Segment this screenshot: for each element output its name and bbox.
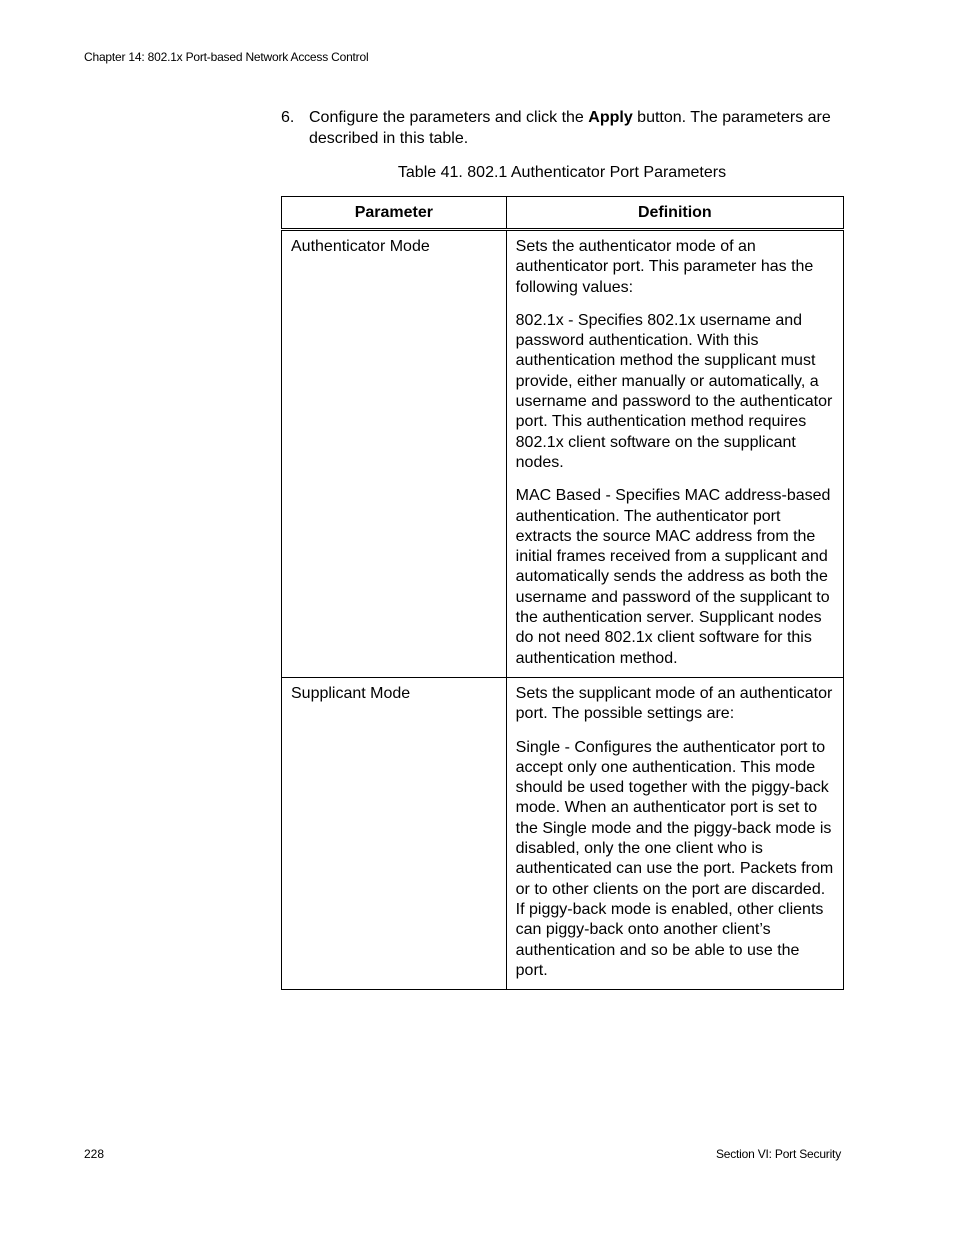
table-caption: Table 41. 802.1 Authenticator Port Parameters bbox=[397, 164, 727, 181]
cell-definition bbox=[506, 677, 843, 989]
definition-paragraph: Sets the authenticator mode of an authenticator port. This parameter has the following values: bbox=[515, 238, 814, 296]
cell-parameter: Supplicant Mode bbox=[282, 677, 507, 989]
step-text bbox=[309, 107, 851, 149]
step-6 bbox=[281, 107, 851, 149]
step-text-after: button. The parameters are described in this table. bbox=[309, 109, 831, 147]
table-header-row bbox=[282, 197, 844, 230]
cell-parameter: Authenticator Mode bbox=[282, 230, 507, 678]
definition-paragraph: 802.1x - Specifies 802.1x username and password authentication. With this authentication method the supplicant must provide, either manually or automatically, a username and password to the authenticator port. This authentication method requires 802.1x client software on the supplicant nodes. bbox=[515, 311, 833, 471]
cell-definition bbox=[506, 230, 843, 678]
page-number: 228 bbox=[84, 1147, 105, 1161]
definition-paragraph: MAC Based - Specifies MAC address-based authentication. The authenticator port extracts the source MAC address from the initial frames received from a supplicant and automatically sends the address as both the username and password of the supplicant to the authentication server. Supplicant nodes do not need 802.1x client software for this authentication method. bbox=[515, 487, 831, 667]
parameters-table bbox=[281, 196, 844, 990]
section-footer: Section VI: Port Security bbox=[715, 1147, 841, 1161]
step-text-before: Configure the parameters and click the bbox=[309, 109, 589, 126]
chapter-header: Chapter 14: 802.1x Port-based Network Access Control bbox=[84, 50, 369, 64]
definition-paragraph: Single - Configures the authenticator port to accept only one authentication. This mode should be used together with the piggy-back mode. When an authenticator port is set to the Single mode and the piggy-back mode is disabled, only the one client who is authenticated can use the port. Packets from or to other clients on the port are discarded. If piggy-back mode is enabled, other clients can piggy-back onto another client’s authentication and so be able to use the port. bbox=[515, 738, 834, 979]
step-number: 6. bbox=[281, 109, 295, 126]
header-definition: Definition bbox=[506, 197, 843, 230]
table-row-supplicant-mode bbox=[282, 677, 844, 989]
table-row-authenticator-mode bbox=[282, 230, 844, 678]
definition-paragraph: Sets the supplicant mode of an authenticator port. The possible settings are: bbox=[515, 684, 833, 723]
apply-keyword: Apply bbox=[588, 109, 633, 126]
header-parameter: Parameter bbox=[282, 197, 507, 230]
